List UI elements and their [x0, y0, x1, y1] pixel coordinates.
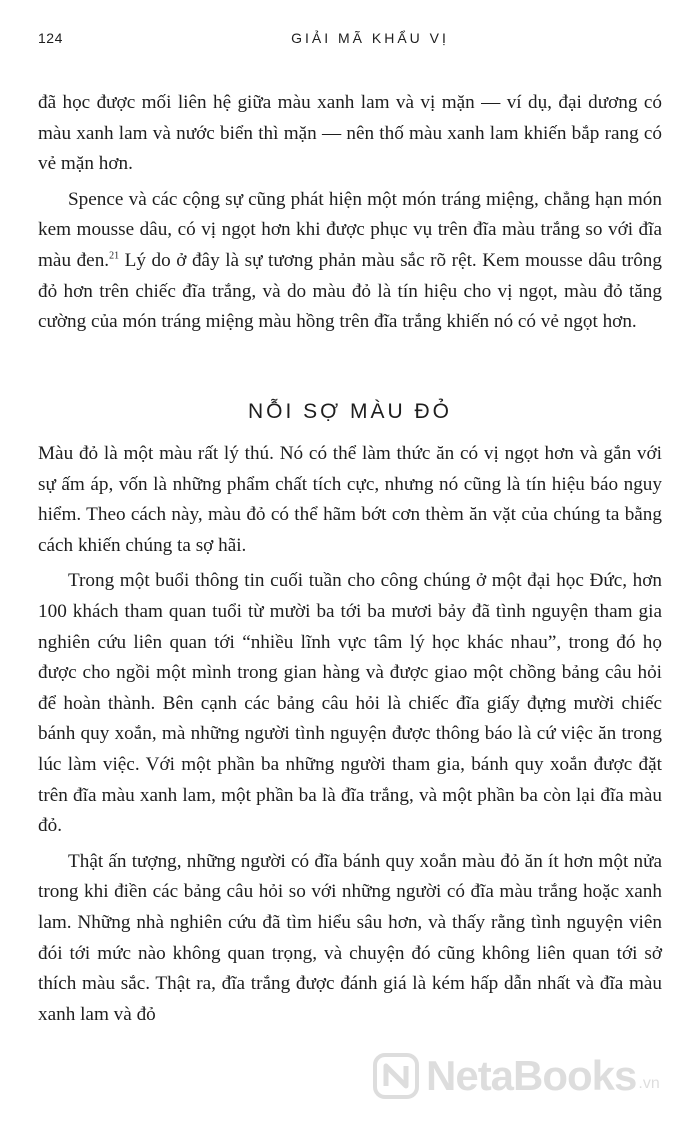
page-number: 124 [38, 30, 63, 46]
paragraph-5: Thật ấn tượng, những người có đĩa bánh quy xoắn màu đỏ ăn ít hơn một nửa trong khi điền các bảng câu hỏi so với những người có đĩa màu trắng hoặc xanh lam. Những nhà nghiên cứu đã tìm hiểu sâu hơn, và thấy rằng tình nguyện viên đói tới mức nào không quan trọng, và chuyện đó cũng không liên quan tới sở thích màu sắc. Thật ra, đĩa trắng được đánh giá là kém hấp dẫn nhất và đĩa màu xanh lam và đỏ [38, 850, 662, 1025]
watermark-suffix: .vn [638, 1075, 660, 1092]
paragraph-2-part-b: Lý do ở đây là sự tương phản màu sắc rõ rệt. Kem mousse dâu trông đỏ hơn trên chiếc đĩa trắng, và do màu đỏ là tín hiệu cho vị ngọt, màu đỏ tăng cường của món tráng miệng màu hồng trên đĩa trắng khiến nó có vẻ ngọt hơn. [38, 249, 662, 333]
section-heading: NỖI SỢ MÀU ĐỎ [247, 400, 453, 423]
body-text-top [38, 88, 662, 343]
paragraph-2 [38, 185, 662, 338]
running-head-title: GIẢI MÃ KHẨU VỊ [291, 30, 449, 46]
netabooks-logo-icon [372, 1052, 420, 1100]
paragraph-2-part-a: Spence và các cộng sự cũng phát hiện một món tráng miệng, chẳng hạn món kem mousse dâu, có vị ngọt hơn khi được phục vụ trên đĩa màu trắng so với đĩa màu đen. [38, 188, 662, 271]
watermark-brand: NetaBooks [426, 1052, 637, 1099]
watermark [372, 1052, 660, 1100]
paragraph-4: Trong một buổi thông tin cuối tuần cho công chúng ở một đại học Đức, hơn 100 khách tham quan tuổi từ mười ba tới ba mươi bảy đã tình nguyện tham gia nghiên cứu liên quan tới “nhiều lĩnh vực tâm lý học khác nhau”, trong đó họ được cho ngồi một mình trong gian hàng và được giao một chồng bảng câu hỏi để hoàn thành. Bên cạnh các bảng câu hỏi là chiếc đĩa giấy đựng mười chiếc bánh quy xoắn, mà những người tình nguyện được thông báo là cứ việc ăn trong lúc làm việc. Với một phần ba những người tham gia, bánh quy xoắn được đặt trên đĩa màu xanh lam, một phần ba là đĩa trắng, và một phần ba còn lại đĩa màu đỏ. [38, 570, 662, 837]
footnote-reference: 21 [109, 250, 120, 262]
body-text-bottom [38, 439, 662, 1035]
paragraph-1: đã học được mối liên hệ giữa màu xanh lam và vị mặn — ví dụ, đại dương có màu xanh lam và nước biển thì mặn — nên thố màu xanh lam khiến bắp rang có vẻ mặn hơn. [38, 92, 662, 175]
paragraph-3: Màu đỏ là một màu rất lý thú. Nó có thể làm thức ăn có vị ngọt hơn và gắn với sự ấm áp, vốn là những phẩm chất tích cực, nhưng nó cũng là tín hiệu báo nguy hiểm. Theo cách này, màu đỏ có thể hãm bớt cơn thèm ăn vặt của chúng ta bằng cách khiến chúng ta sợ hãi. [38, 443, 662, 556]
